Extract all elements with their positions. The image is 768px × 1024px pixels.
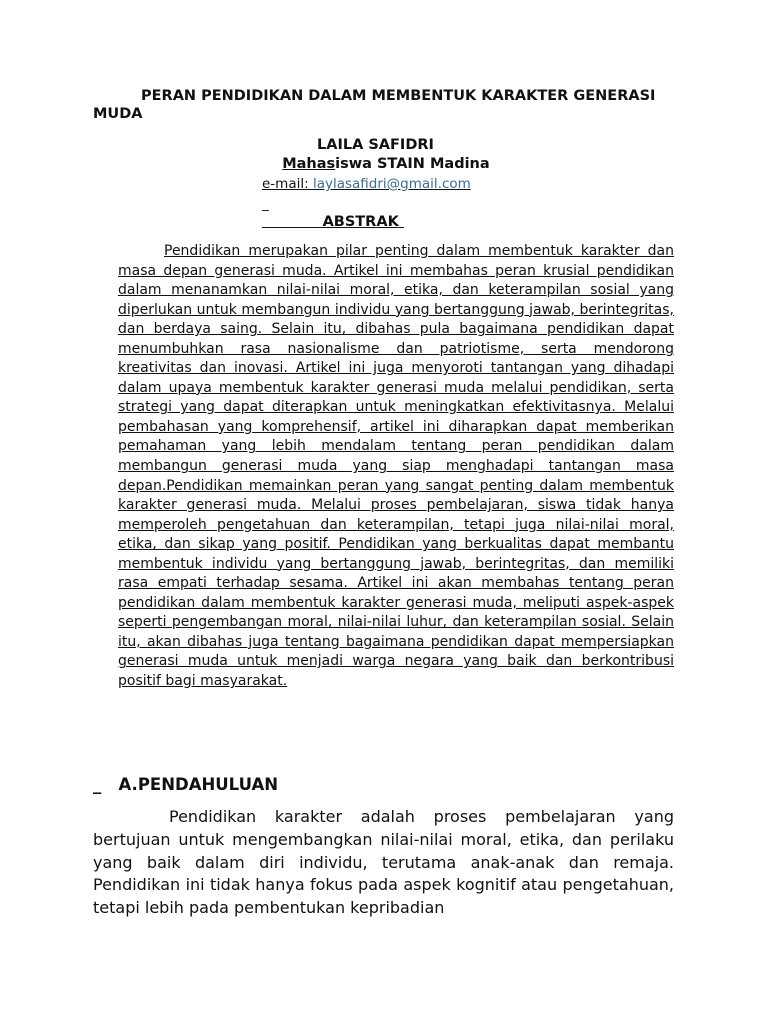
section-heading	[93, 774, 278, 796]
author-affiliation	[262, 155, 490, 173]
blank-marker: _	[262, 196, 269, 212]
affiliation-rest: iswa STAIN Madina	[335, 156, 490, 172]
author-name: LAILA SAFIDRI	[317, 137, 434, 153]
author-email	[262, 175, 471, 193]
abstract-heading	[262, 213, 404, 231]
abstract-heading-text: ABSTRAK	[322, 214, 399, 230]
section-marker: _	[93, 775, 102, 794]
email-label: e-mail:	[262, 176, 313, 192]
section-heading-text: A.PENDAHULUAN	[118, 775, 279, 794]
paper-title: PERAN PENDIDIKAN DALAM MEMBENTUK KARAKTER GENERASI MUDA	[93, 88, 656, 122]
affiliation-underlined-part: Mahas	[282, 156, 336, 172]
abstract-body: Pendidikan merupakan pilar penting dalam membentuk karakter dan masa depan generasi muda. Artikel ini membahas peran krusial pendidikan dalam menanamkan nilai-nilai moral, etika, dan keterampilan sosial yang diperlukan untuk membangun individu yang bertanggung jawab, berintegritas, dan berdaya saing. Selain itu, dibahas pula bagaimana pendidikan dapat menumbuhkan rasa nasionalisme dan patriotisme, serta mendorong kreativitas dan inovasi. Artikel ini juga menyoroti tantangan yang dihadapi dalam upaya membentuk karakter generasi muda melalui pendidikan, serta strategi yang dapat diterapkan untuk meningkatkan efektivitasnya. Melalui pembahasan yang komprehensif, artikel ini diharapkan dapat memberikan pemahaman yang lebih mendalam tentang peran pendidikan dalam membangun generasi muda yang siap menghadapi tantangan masa depan.Pendidikan memainkan peran yang sangat penting dalam membentuk karakter generasi muda. Melalui proses pembelajaran, siswa tidak hanya memperoleh pengetahuan dan keterampilan, tetapi juga nilai-nilai moral, etika, dan sikap yang positif. Pendidikan yang berkualitas dapat membantu membentuk individu yang bertanggung jawab, berintegritas, dan memiliki rasa empati terhadap sesama. Artikel ini akan membahas tentang peran pendidikan dalam membentuk karakter generasi muda, meliputi aspek-aspek seperti pengembangan moral, nilai-nilai luhur, dan keterampilan sosial. Selain itu, akan dibahas juga tentang bagaimana pendidikan dapat mempersiapkan generasi muda untuk menjadi warga negara yang baik dan berkontribusi positif bagi masyarakat.	[118, 243, 674, 690]
section-body: Pendidikan karakter adalah proses pembelajaran yang bertujuan untuk mengembangkan nilai-nilai moral, etika, dan perilaku yang baik dalam diri individu, terutama anak-anak dan remaja. Pendidikan ini tidak hanya fokus pada aspek kognitif atau pengetahuan, tetapi lebih pada pembentukan kepribadian	[93, 807, 674, 918]
email-link[interactable]: laylasafidri@gmail.com	[312, 176, 471, 192]
